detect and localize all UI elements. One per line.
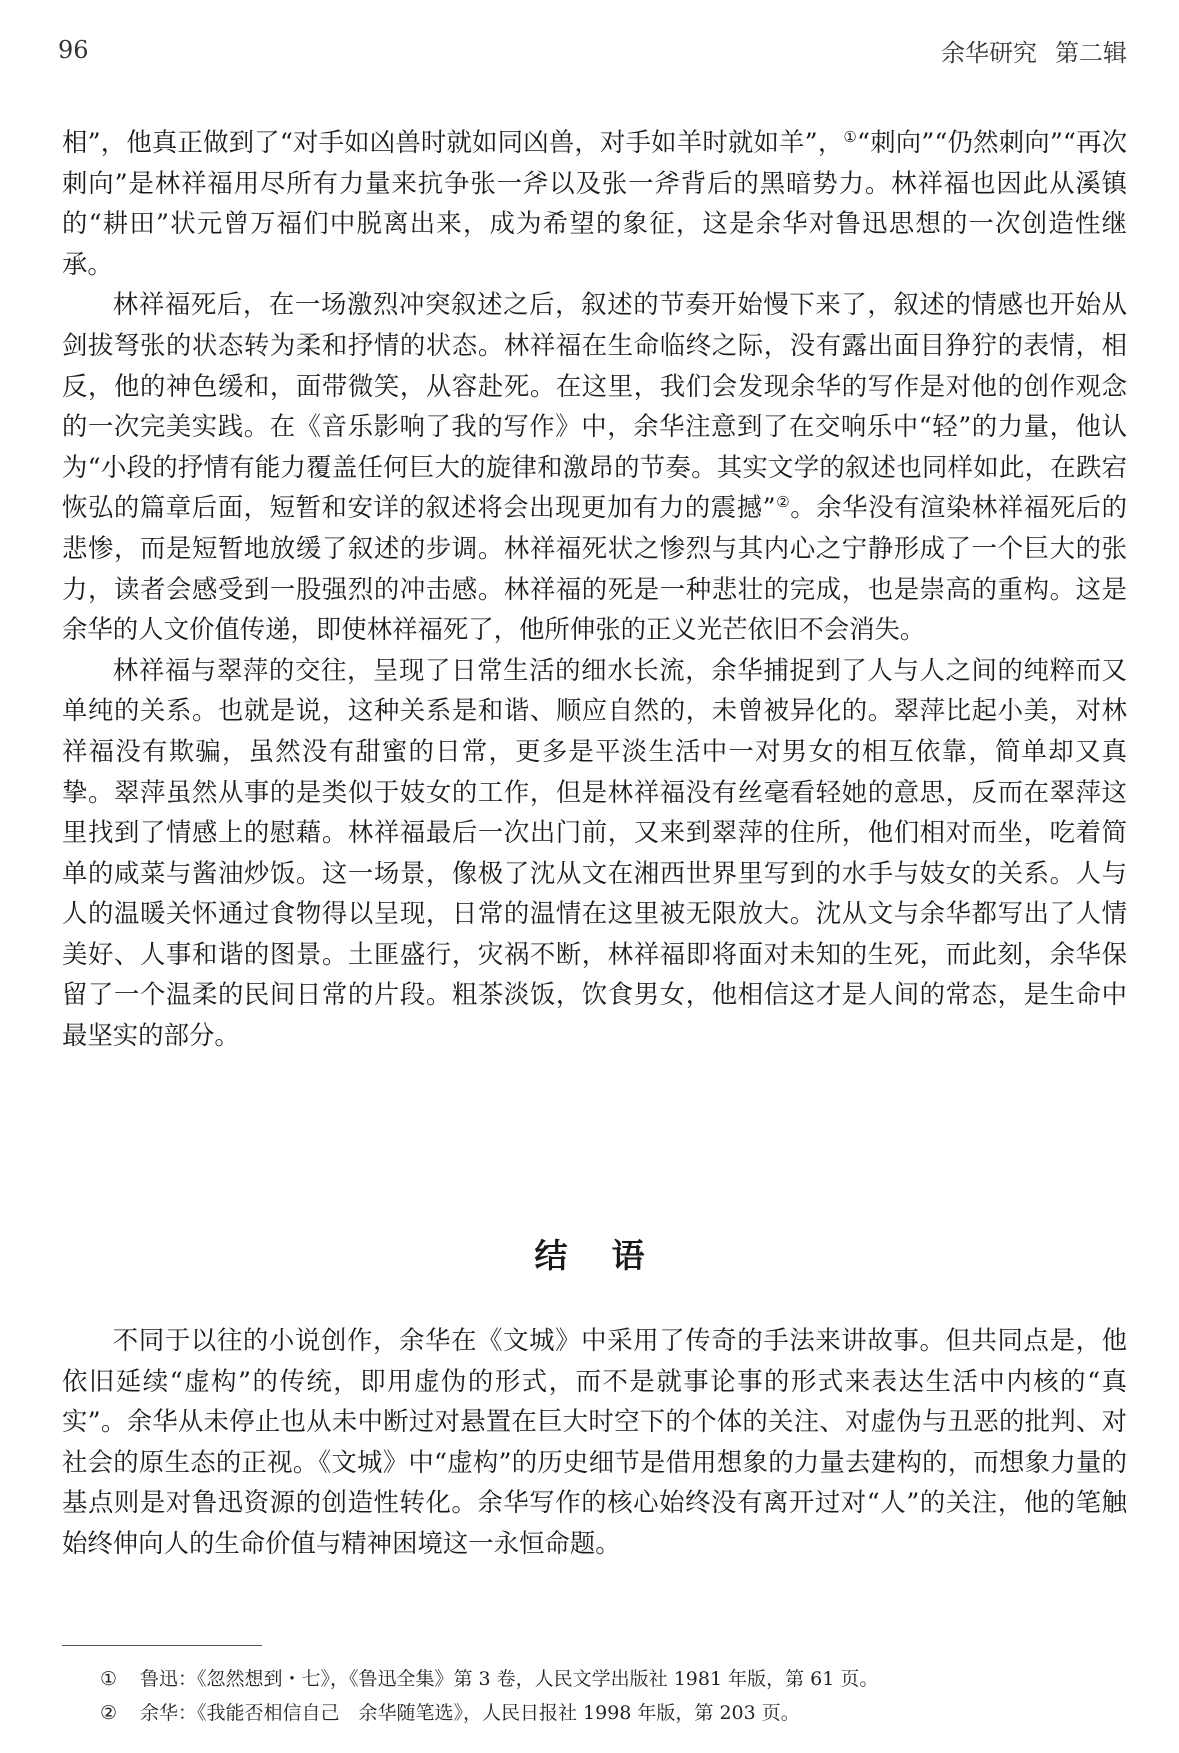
body-paragraph [62,650,1127,1056]
paragraph-text: 林祥福与翠萍的交往，呈现了日常生活的细水长流，余华捕捉到了人与人之间的纯粹而又单纯的关系。也就是说，这种关系是和谐、顺应自然的，未曾被异化的。翠萍比起小美，对林祥福没有欺骗，虽然没有甜蜜的日常，更多是平淡生活中一对男女的相互依靠，简单却又真挚。翠萍虽然从事的是类似于妓女的工作，但是林祥福没有丝毫看轻她的意思，反而在翠萍这里找到了情感上的慰藉。林祥福最后一次出门前，又来到翠萍的住所，他们相对而坐，吃着简单的咸菜与酱油炒饭。这一场景，像极了沈从文在湘西世界里写到的水手与妓女的关系。人与人的温暖关怀通过食物得以呈现，日常的温情在这里被无限放大。沈从文与余华都写出了人情美好、人事和谐的图景。土匪盛行，灾祸不断，林祥福即将面对未知的生死，而此刻，余华保留了一个温柔的民间日常的片段。粗茶淡饭，饮食男女，他相信这才是人间的常态，是生命中最坚实的部分。 [62,654,1127,1051]
running-title [941,33,1127,68]
footnote-rule [62,1645,262,1646]
footnote-marker[interactable]: ② [775,493,791,512]
paragraph-text: 。余华没有渲染林祥福死后的悲惨，而是短暂地放缓了叙述的步调。林祥福死状之惨烈与其内心之宁静形成了一个巨大的张力，读者会感受到一股强烈的冲击感。林祥福的死是一种悲壮的完成，也是崇高的重构。这是余华的人文价值传递，即使林祥福死了，他所伸张的正义光芒依旧不会消失。 [62,492,1128,645]
footnote-2 [100,1696,1100,1730]
body-paragraph [62,284,1127,649]
footnote-number: ② [100,1702,118,1724]
footnotes [100,1662,1100,1730]
footnote-text: 鲁迅：《忽然想到・七》，《鲁迅全集》第 3 卷，人民文学出版社 1981 年版，第 61 页。 [140,1668,879,1690]
footnote-marker[interactable]: ① [843,128,858,146]
body-paragraph [62,122,1127,284]
conclusion-section [62,1320,1127,1564]
main-body [62,122,1127,1056]
volume-label: 第二辑 [1055,38,1127,67]
footnote-1 [100,1662,1100,1696]
page-number: 96 [58,36,89,64]
footnote-text: 余华：《我能否相信自己 余华随笔选》，人民日报社 1998 年版，第 203 页。 [140,1702,800,1724]
paragraph-text: 相”，他真正做到了“对手如凶兽时就如同凶兽，对手如羊时就如羊”， [62,127,844,157]
conclusion-paragraph: 不同于以往的小说创作，余华在《文城》中采用了传奇的手法来讲故事。但共同点是，他依旧延续“虚构”的传统，即用虚伪的形式，而不是就事论事的形式来表达生活中内核的“真实”。余华从未停止也从未中断过对悬置在巨大时空下的个体的关注、对虚伪与丑恶的批判、对社会的原生态的正视。《文城》中“虚构”的历史细节是借用想象的力量去建构的，而想象力量的基点则是对鲁迅资源的创造性转化。余华写作的核心始终没有离开过对“人”的关注，他的笔触始终伸向人的生命价值与精神困境这一永恒命题。 [62,1325,1127,1558]
journal-name: 余华研究 [941,38,1037,67]
paragraph-text: 林祥福死后，在一场激烈冲突叙述之后，叙述的节奏开始慢下来了，叙述的情感也开始从剑拔弩张的状态转为柔和抒情的状态。林祥福在生命临终之际，没有露出面目狰狞的表情，相反，他的神色缓和，面带微笑，从容赴死。在这里，我们会发现余华的写作是对他的创作观念的一次完美实践。在《音乐影响了我的写作》中，余华注意到了在交响乐中“轻”的力量，他认为“小段的抒情有能力覆盖任何巨大的旋律和激昂的节奏。其实文学的叙述也同样如此，在跌宕恢弘的篇章后面，短暂和安详的叙述将会出现更加有力的震撼” [62,289,1127,523]
paragraph-text: “刺向”“仍然刺向”“再次刺向”是林祥福用尽所有力量来抗争张一斧以及张一斧背后的黑暗势力。林祥福也因此从溪镇的“耕田”状元曾万福们中脱离出来，成为希望的象征，这是余华对鲁迅思想的一次创造性继承。 [62,127,1127,279]
section-title: 结语 [534,1236,689,1275]
page-header [58,30,1127,70]
footnote-number: ① [100,1668,118,1690]
